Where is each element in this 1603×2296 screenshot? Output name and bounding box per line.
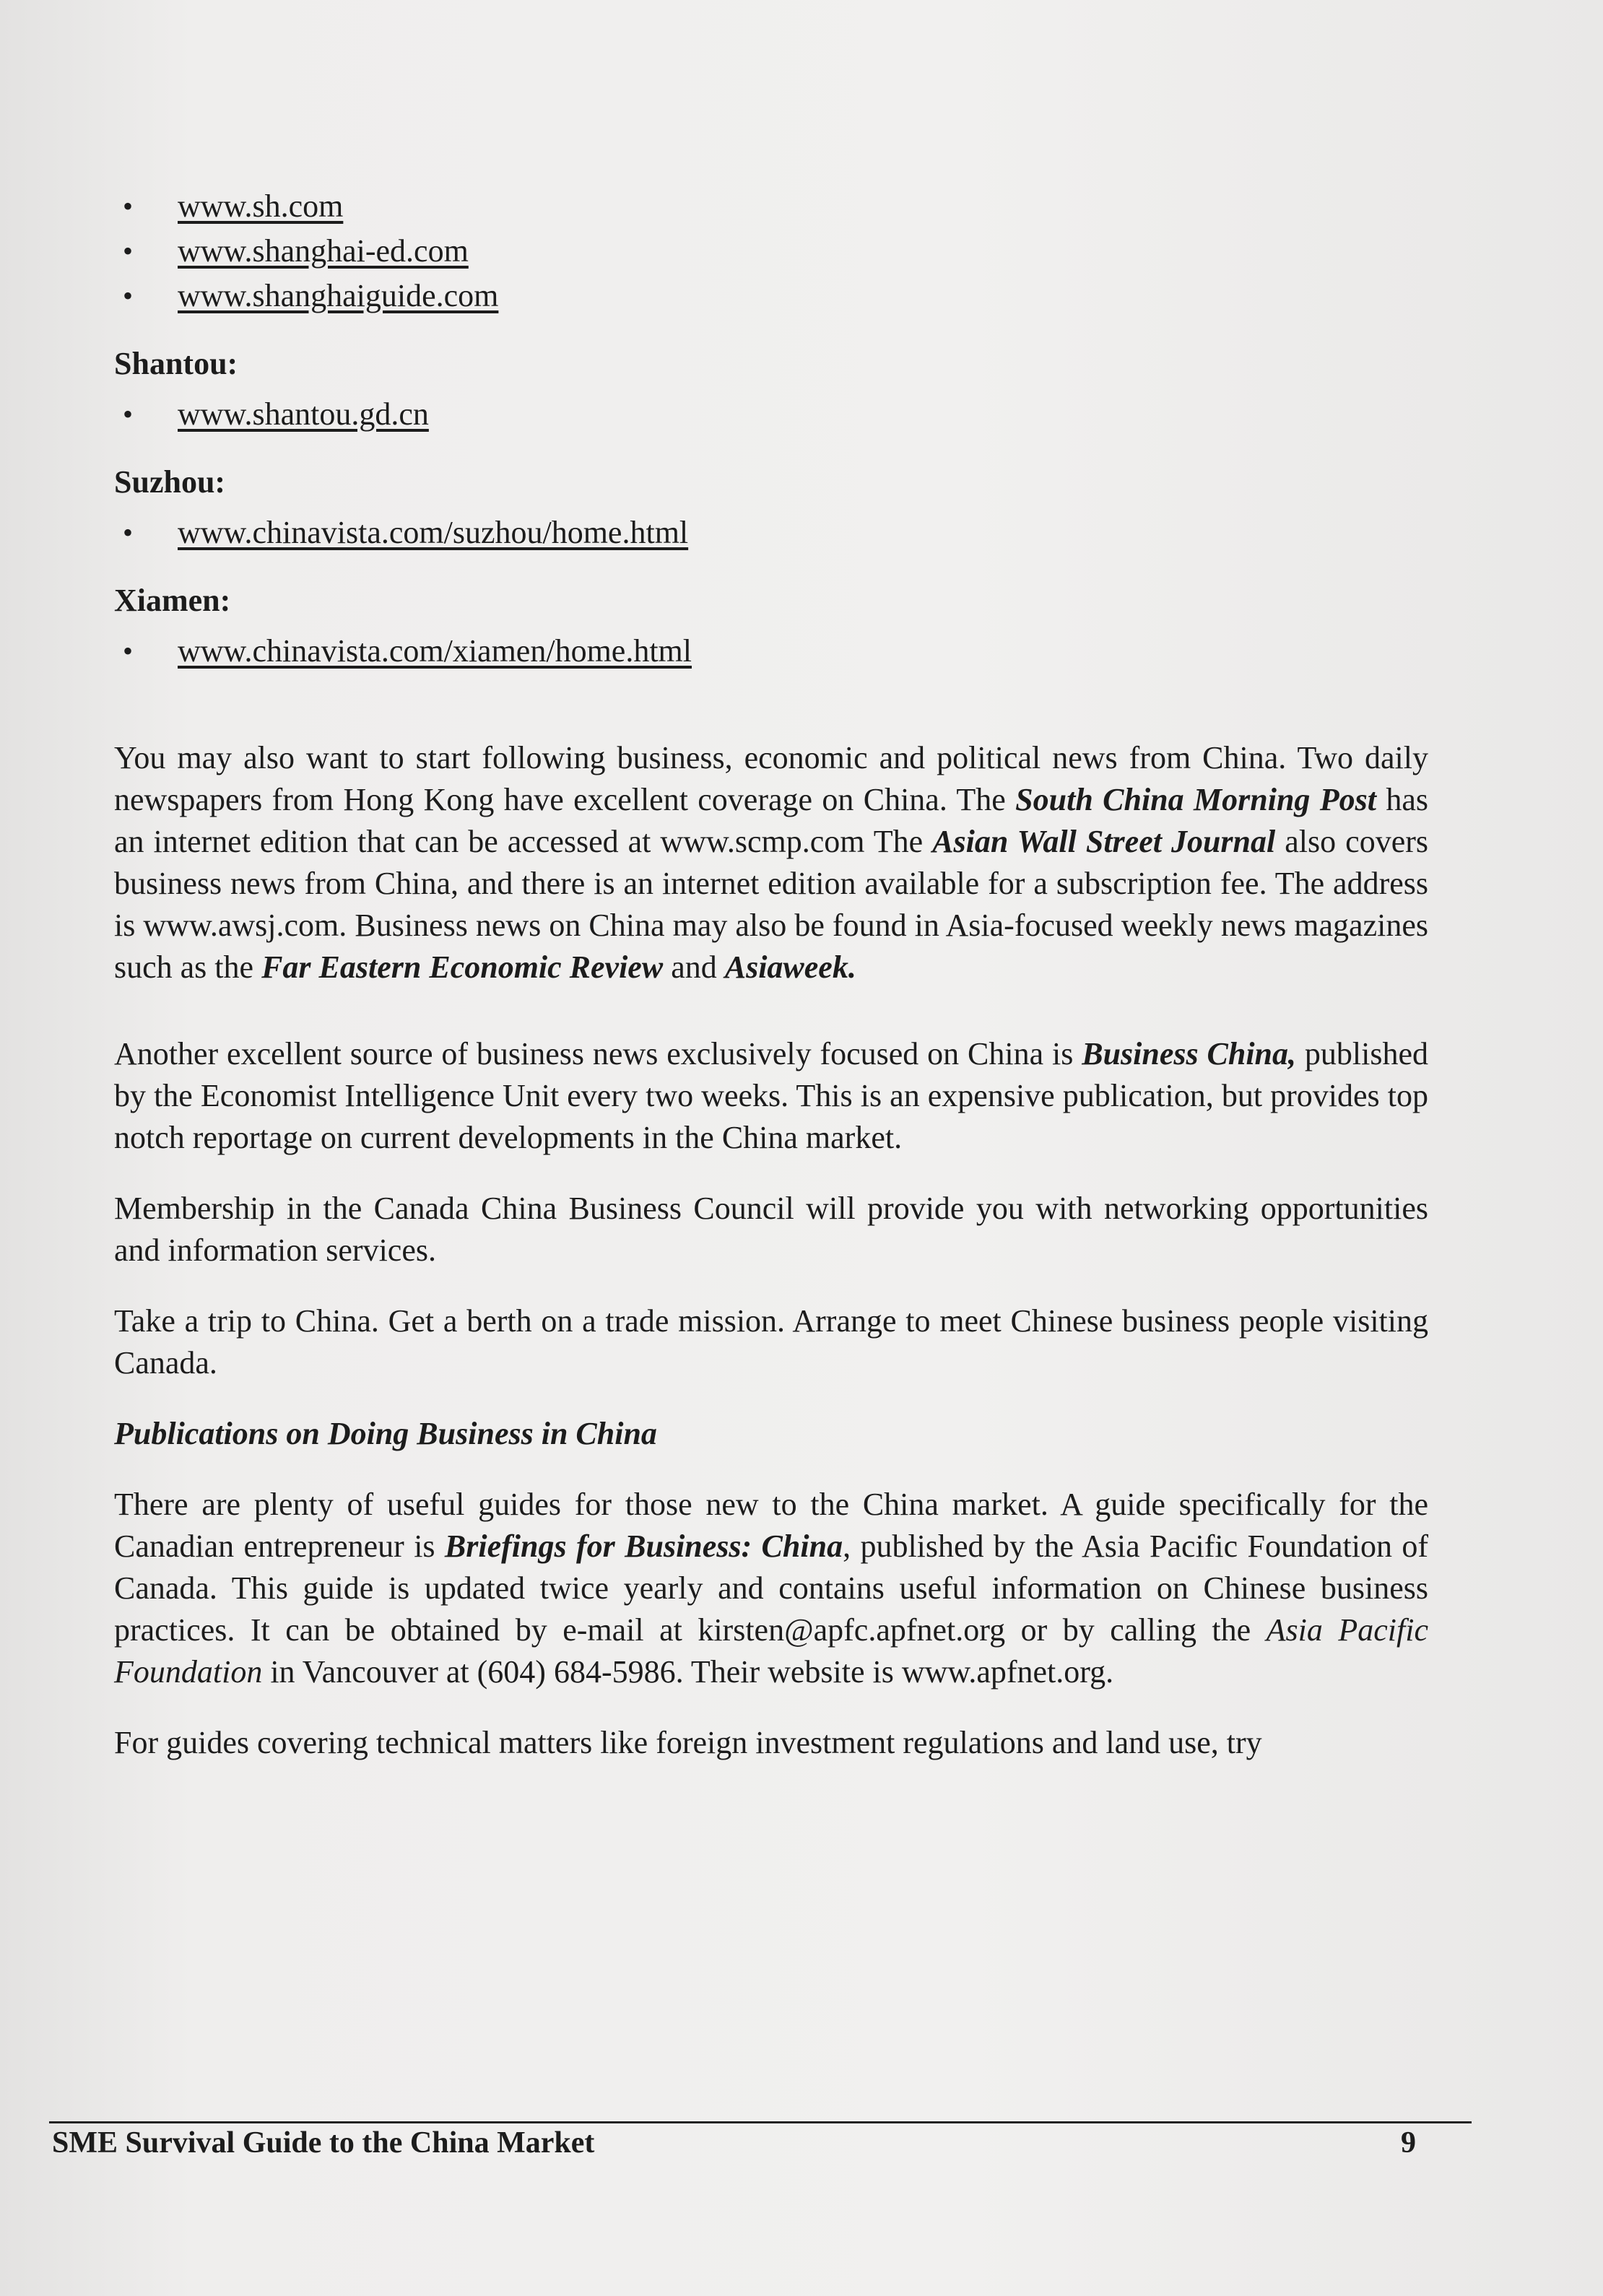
paragraph-news-sources — [114, 737, 1428, 988]
city-heading-shantou: Shantou: — [114, 346, 238, 381]
paragraph-business-china — [114, 1033, 1428, 1159]
list-item — [114, 184, 1428, 229]
shanghai-link-list — [114, 184, 1428, 318]
footer-title: SME Survival Guide to the China Market — [52, 2126, 595, 2160]
bullet-icon: • — [123, 635, 134, 667]
xiamen-link-list — [114, 629, 1428, 674]
bullet-icon: • — [123, 235, 134, 267]
bullet-icon: • — [123, 398, 134, 430]
section-heading: Publications on Doing Business in China — [114, 1416, 657, 1451]
paragraph-membership: Membership in the Canada China Business Council will provide you with networking opportunities and information services. — [114, 1191, 1428, 1268]
paragraph-guides — [114, 1484, 1428, 1693]
text: has an internet edition that can be accessed at www.scmp.com The — [114, 782, 1428, 859]
text: published by the Economist Intelligence Unit every two weeks. This is an expensive publication, but provides top notch reportage on current developments in the China market. — [114, 1036, 1428, 1155]
paragraph-trip: Take a trip to China. Get a berth on a trade mission. Arrange to meet Chinese business people visiting Canada. — [114, 1303, 1428, 1380]
publication-title: Far Eastern Economic Review — [261, 949, 664, 985]
publication-title: South China Morning Post — [1015, 782, 1376, 817]
link[interactable]: www.shanghai-ed.com — [178, 233, 469, 269]
organization-name: Asia Pacific Foundation — [114, 1612, 1428, 1690]
list-item — [114, 274, 1428, 318]
publication-title: Business China, — [1082, 1036, 1297, 1071]
link[interactable]: www.sh.com — [178, 188, 344, 224]
list-item — [114, 392, 1428, 437]
footer-rule — [49, 2121, 1472, 2123]
page-number: 9 — [1401, 2126, 1416, 2160]
paragraph-technical-guides: For guides covering technical matters like foreign investment regulations and land use, try — [114, 1725, 1262, 1760]
publication-title: Asiaweek. — [724, 949, 856, 985]
suzhou-link-list — [114, 510, 1428, 555]
text: You may also want to start following business, economic and political news from China. Two daily newspapers from Hong Kong have excellent coverage on China. The — [114, 740, 1428, 817]
city-heading-suzhou: Suzhou: — [114, 464, 226, 500]
link[interactable]: www.shantou.gd.cn — [178, 396, 429, 432]
text: Another excellent source of business news exclusively focused on China is — [114, 1036, 1082, 1071]
shantou-link-list — [114, 392, 1428, 437]
text: There are plenty of useful guides for those new to the China market. A guide specifically for the Canadian entrepreneur is — [114, 1487, 1428, 1564]
bullet-icon: • — [123, 516, 134, 549]
list-item — [114, 229, 1428, 274]
link[interactable]: www.shanghaiguide.com — [178, 278, 499, 313]
page-content — [114, 184, 1428, 1764]
list-item — [114, 629, 1428, 674]
text: in Vancouver at (604) 684-5986. Their website is www.apfnet.org. — [262, 1654, 1114, 1690]
publication-title: Briefings for Business: China — [444, 1529, 843, 1564]
city-heading-xiamen: Xiamen: — [114, 583, 231, 618]
text: , published by the Asia Pacific Foundation of Canada. This guide is updated twice yearly and contains useful information on Chinese business practices. It can be obtained by e-mail at kirsten@apfc.apfnet.org or by calling the — [114, 1529, 1428, 1648]
bullet-icon: • — [123, 279, 134, 312]
text: also covers business news from China, and there is an internet edition available for a subscription fee. The address is www.awsj.com. Business news on China may also be found in Asia-focused weekly news magazines such as the — [114, 824, 1428, 985]
publication-title: Asian Wall Street Journal — [932, 824, 1276, 859]
list-item — [114, 510, 1428, 555]
text: and — [663, 949, 725, 985]
bullet-icon: • — [123, 190, 134, 222]
link[interactable]: www.chinavista.com/suzhou/home.html — [178, 515, 689, 550]
link[interactable]: www.chinavista.com/xiamen/home.html — [178, 633, 692, 669]
